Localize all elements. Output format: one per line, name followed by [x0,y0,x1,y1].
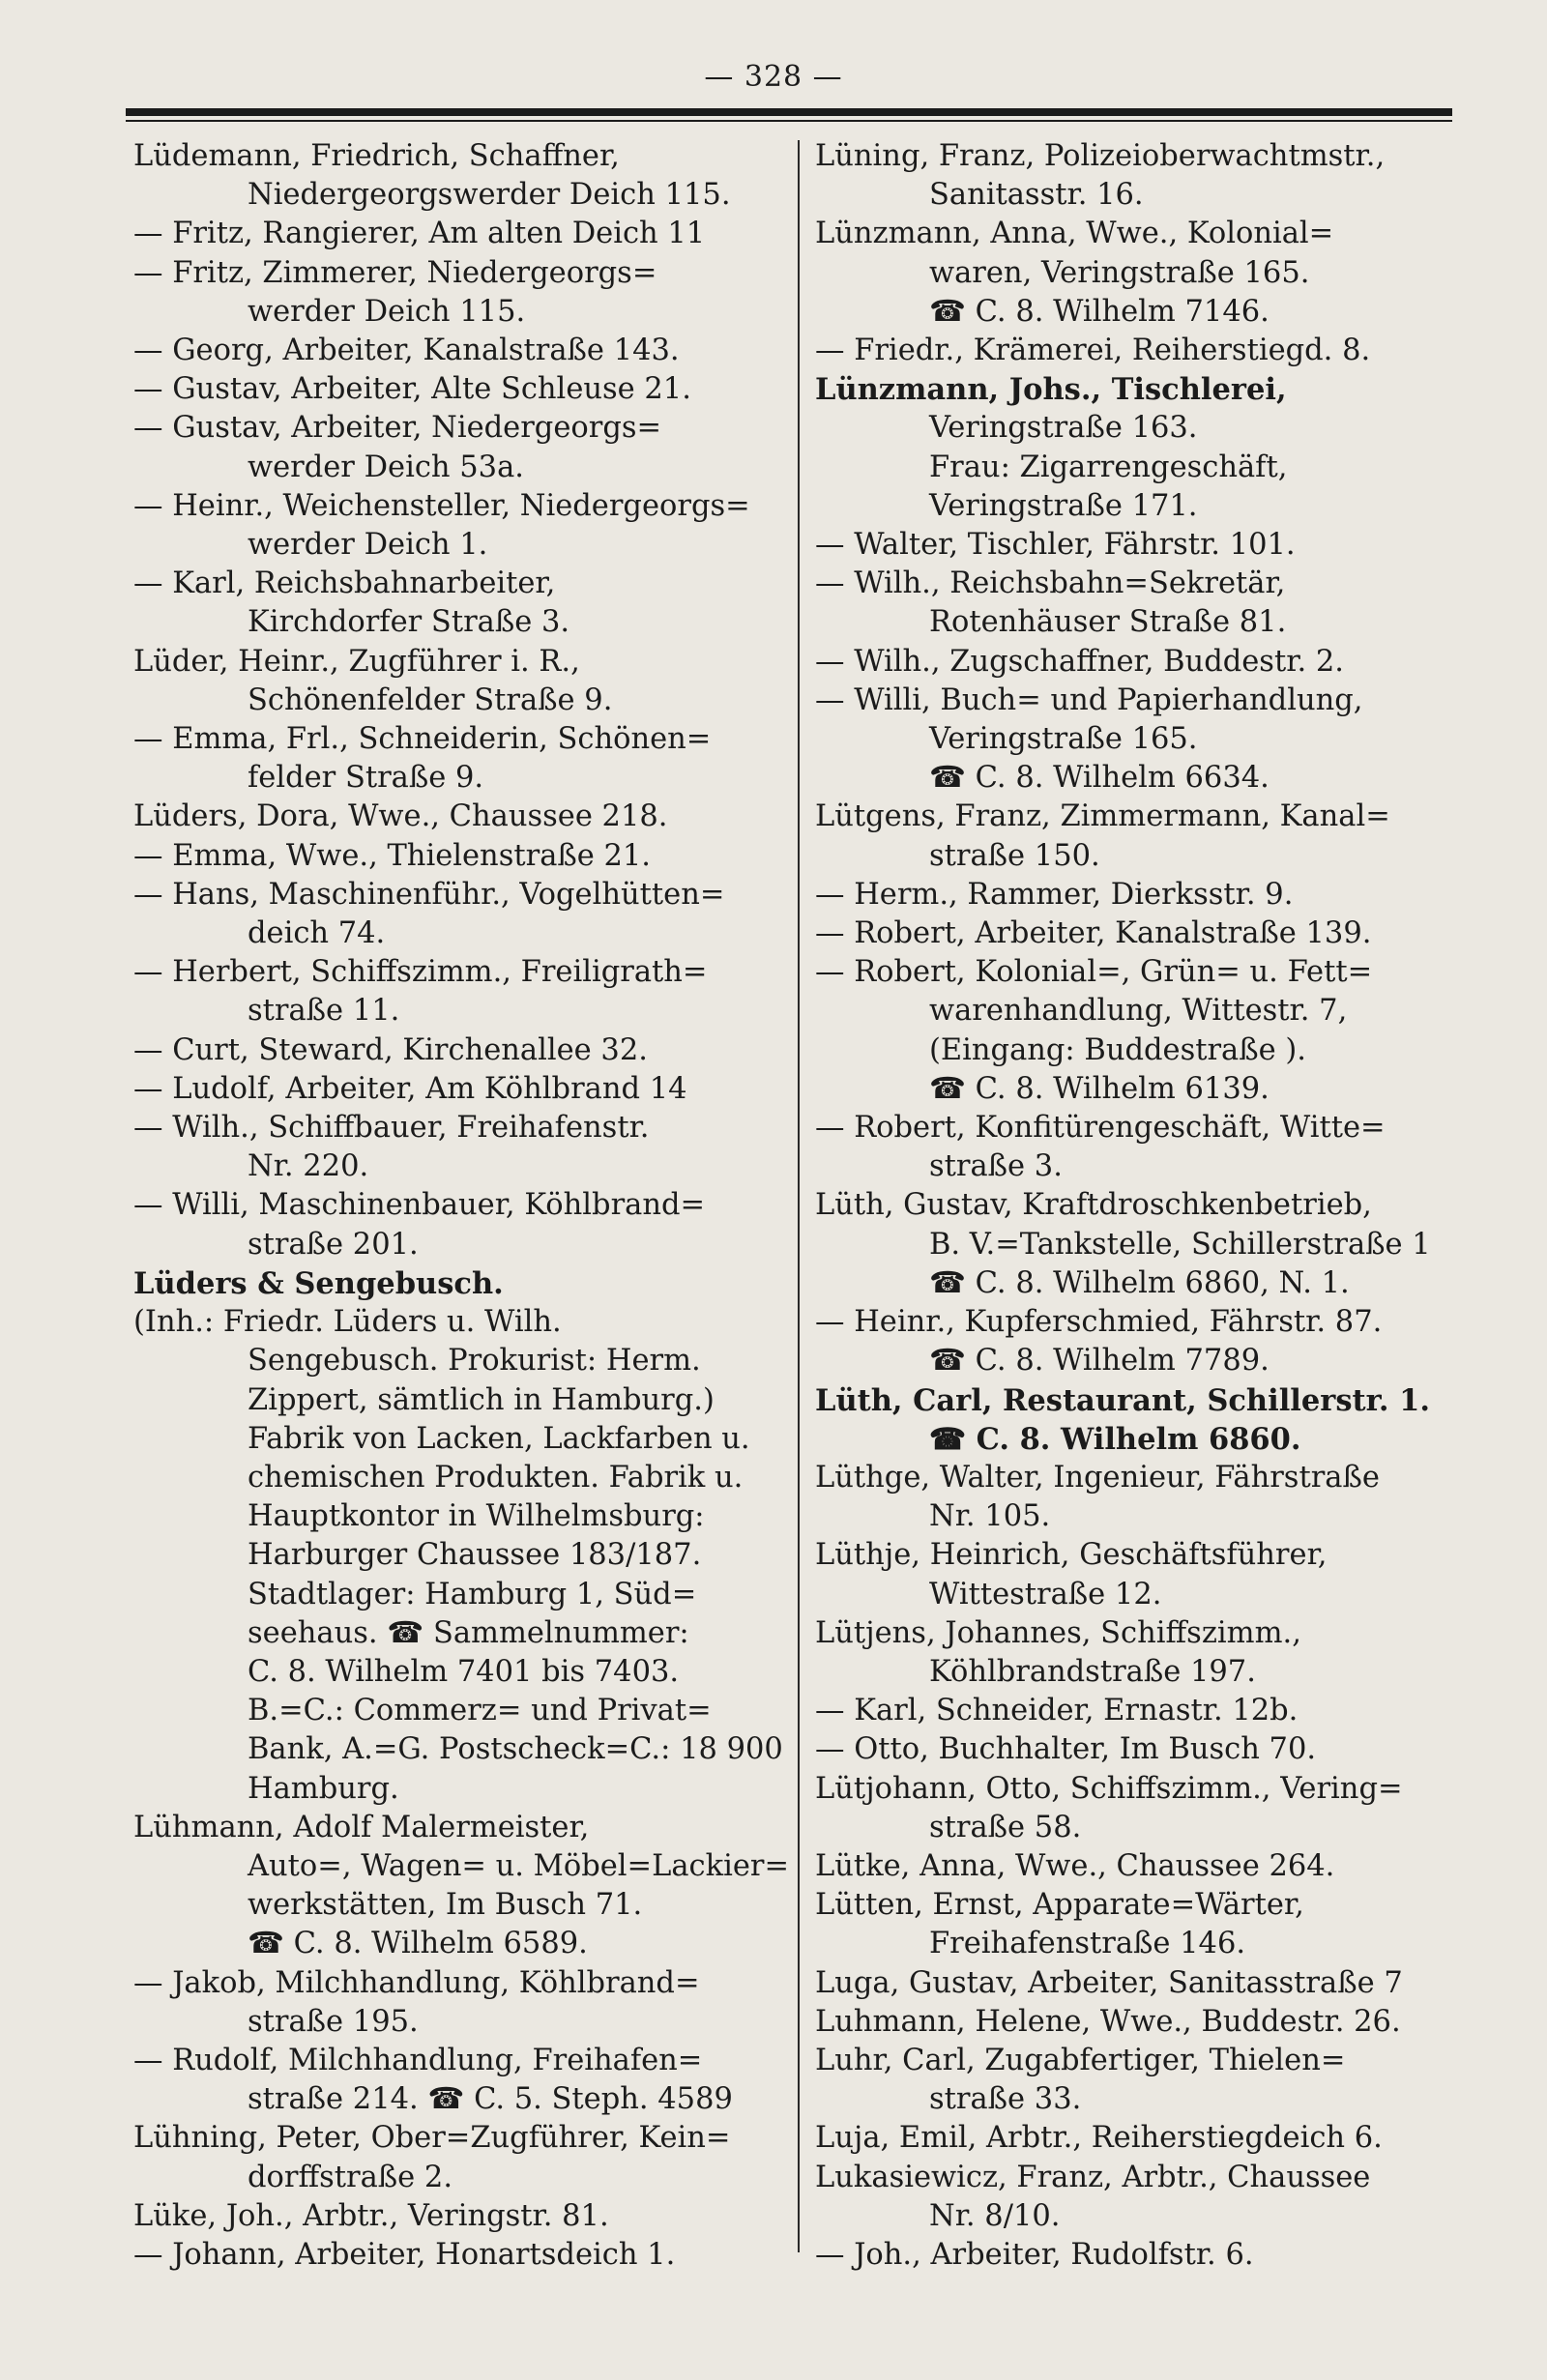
entry-line: — Gustav, Arbeiter, Niedergeorgs= [133,411,662,446]
entry-line: Luhmann, Helene, Wwe., Buddestr. 26. [815,2004,1401,2039]
directory-entry [815,798,1468,875]
entry-continuation-line: ☎ C. 8. Wilhelm 6139. [929,1071,1270,1106]
entry-continuation-line: werder Deich 1. [248,528,488,563]
entry-continuation-line: ☎ C. 8. Wilhelm 6634. [929,761,1270,796]
entry-continuation-line: ☎ C. 8. Wilhelm 6860. [929,1421,1301,1457]
entry-line: — Heinr., Kupferschmied, Fährstr. 87. [815,1305,1383,1340]
entry-line: Lüders & Sengebusch. [133,1265,504,1301]
entry-continuation-line: ☎ C. 8. Wilhelm 6860, N. 1. [929,1265,1350,1300]
header-rule-thin [126,120,1452,122]
entry-line: Lüders, Dora, Wwe., Chaussee 218. [133,799,668,834]
entry-continuation-line: straße 150. [929,838,1100,873]
entry-continuation-line: straße 195. [248,2004,419,2039]
entry-line: — Willi, Buch= und Papierhandlung, [815,682,1363,717]
entry-line: — Emma, Frl., Schneiderin, Schönen= [133,722,712,757]
directory-entry [815,137,1468,215]
entry-line: — Gustav, Arbeiter, Alte Schleuse 21. [133,372,691,407]
right-column [815,137,1468,2275]
entry-line: Lünzmann, Johs., Tischlerei, [815,372,1287,408]
entry-continuation-line: Köhlbrandstraße 197. [929,1654,1256,1689]
entry-continuation-line: Zippert, sämtlich in Hamburg.) [248,1382,715,1417]
entry-continuation-line: waren, Veringstraße 165. [929,255,1310,290]
entry-line: Lüder, Heinr., Zugführer i. R., [133,644,580,679]
entry-line: Lühmann, Adolf Malermeister, [133,1810,590,1844]
entry-line: Lüth, Gustav, Kraftdroschkenbetrieb, [815,1188,1372,1223]
entry-line: — Emma, Wwe., Thielenstraße 21. [133,838,652,873]
page-number: — 328 — [704,60,843,94]
directory-entry [815,370,1468,526]
directory-entry [133,565,791,642]
directory-entry [133,2119,791,2196]
directory-entry [815,332,1468,370]
directory-entry [133,254,791,332]
entry-line: Luga, Gustav, Arbeiter, Sanitasstraße 7 [815,1965,1403,2000]
directory-entry [815,953,1468,1109]
entry-continuation-line: ☎ C. 8. Wilhelm 7146. [929,294,1270,329]
entry-continuation-line: Fabrik von Lacken, Lackfarben u. [248,1421,750,1456]
entry-line: Lütjens, Johannes, Schiffszimm., [815,1615,1301,1650]
entry-continuation-line: B.=C.: Commerz= und Privat= [248,1694,712,1728]
directory-entry [815,876,1468,914]
entry-continuation-line: straße 33. [929,2082,1082,2117]
entry-continuation-line: Niedergeorgswerder Deich 115. [248,178,731,213]
entry-line: Lüthge, Walter, Ingenieur, Fährstraße [815,1460,1380,1495]
entry-line: Lütjohann, Otto, Schiffszimm., Vering= [815,1771,1403,1806]
directory-entry [815,914,1468,953]
entry-continuation-line: straße 11. [248,994,400,1029]
entry-continuation-line: ☎ C. 8. Wilhelm 7789. [929,1344,1270,1379]
entry-line: — Fritz, Zimmerer, Niedergeorgs= [133,255,657,290]
entry-continuation-line: Rotenhäuser Straße 81. [929,605,1287,640]
directory-entry [815,1536,1468,1613]
entry-line: Lüke, Joh., Arbtr., Veringstr. 81. [133,2198,609,2233]
entry-line: Lühning, Peter, Ober=Zugführer, Kein= [133,2121,731,2156]
entry-continuation-line: felder Straße 9. [248,761,484,796]
entry-continuation-line: chemischen Produkten. Fabrik u. [248,1460,744,1495]
entry-line: — Wilh., Reichsbahn=Sekretär, [815,566,1286,601]
directory-entry [133,332,791,370]
entry-line: — Wilh., Zugschaffner, Buddestr. 2. [815,644,1344,679]
entry-line: — Karl, Schneider, Ernastr. 12b. [815,1694,1299,1728]
directory-entry [133,215,791,253]
entry-line: — Herbert, Schiffszimm., Freiligrath= [133,955,708,990]
directory-entry [815,1109,1468,1186]
directory-entry [815,1770,1468,1847]
entry-continuation-line: Kirchdorfer Straße 3. [248,605,570,640]
entry-line: — Walter, Tischler, Fährstr. 101. [815,528,1296,563]
entry-continuation-line: Wittestraße 12. [929,1577,1162,1611]
entry-continuation-line: Auto=, Wagen= u. Möbel=Lackier= [248,1848,790,1883]
entry-continuation-line: Nr. 220. [248,1149,369,1184]
entry-line: Lütgens, Franz, Zimmermann, Kanal= [815,799,1390,834]
entry-continuation-line: straße 201. [248,1227,419,1262]
entry-continuation-line: Veringstraße 171. [929,488,1198,523]
entry-line: Lüdemann, Friedrich, Schaffner, [133,139,620,173]
directory-entry [815,643,1468,682]
entry-line: — Robert, Konfitürengeschäft, Witte= [815,1111,1386,1146]
entry-line: Lünzmann, Anna, Wwe., Kolonial= [815,217,1334,251]
directory-entry [133,837,791,876]
entry-continuation-line: werkstätten, Im Busch 71. [248,1888,643,1923]
entry-line: Lütten, Ernst, Apparate=Wärter, [815,1888,1304,1923]
directory-entry [133,798,791,836]
directory-entry [133,1070,791,1109]
entry-continuation-line: straße 214. ☎ C. 5. Steph. 4589 [248,2082,733,2117]
entry-line: — Otto, Buchhalter, Im Busch 70. [815,1732,1317,1767]
directory-entry [133,370,791,409]
directory-entry [133,953,791,1030]
directory-entry [133,2197,791,2236]
entry-continuation-line: ☎ C. 8. Wilhelm 6589. [248,1927,588,1961]
entry-continuation-line: Veringstraße 163. [929,411,1198,446]
entry-line: — Georg, Arbeiter, Kanalstraße 143. [133,334,680,368]
directory-entry [133,1109,791,1186]
entry-continuation-line: straße 3. [929,1149,1063,1184]
directory-entry [815,565,1468,642]
directory-entry [815,1964,1468,2003]
entry-continuation-line: deich 74. [248,916,386,951]
entry-continuation-line: Nr. 105. [929,1499,1051,1534]
entry-line: Lüth, Carl, Restaurant, Schillerstr. 1. [815,1382,1430,1418]
directory-entry [815,2159,1468,2236]
entry-line: — Friedr., Krämerei, Reiherstiegd. 8. [815,334,1371,368]
directory-entry [133,1031,791,1070]
entry-continuation-line: Freihafenstraße 146. [929,1927,1246,1961]
column-divider [798,140,800,2252]
entry-line: — Robert, Arbeiter, Kanalstraße 139. [815,916,1372,951]
entry-line: — Heinr., Weichensteller, Niedergeorgs= [133,488,750,523]
entry-continuation-line: Veringstraße 165. [929,722,1198,757]
entry-continuation-line: werder Deich 53a. [248,450,524,484]
directory-entry [815,1303,1468,1380]
entry-line: — Rudolf, Milchhandlung, Freihafen= [133,2043,703,2077]
entry-line: — Karl, Reichsbahnarbeiter, [133,566,556,601]
entry-line: Lüning, Franz, Polizeioberwachtmstr., [815,139,1386,173]
entry-continuation-line: Sanitasstr. 16. [929,178,1144,213]
entry-line: Luhr, Carl, Zugabfertiger, Thielen= [815,2043,1346,2077]
directory-entry [815,1459,1468,1536]
entry-continuation-line: seehaus. ☎ Sammelnummer: [248,1615,689,1650]
entry-line: Lütke, Anna, Wwe., Chaussee 264. [815,1848,1335,1883]
entry-line: — Jakob, Milchhandlung, Köhlbrand= [133,1965,700,2000]
entry-line: — Hans, Maschinenführ., Vogelhütten= [133,877,725,912]
entry-line: — Wilh., Schiffbauer, Freihafenstr. [133,1111,650,1146]
entry-continuation-line: dorffstraße 2. [248,2160,453,2194]
directory-entry [133,1809,791,1964]
entry-continuation-line: (Eingang: Buddestraße ). [929,1032,1306,1067]
entry-continuation-line: Harburger Chaussee 183/187. [248,1538,702,1573]
directory-entry [133,643,791,720]
entry-line: — Fritz, Rangierer, Am alten Deich 11 [133,217,706,251]
entry-line: — Ludolf, Arbeiter, Am Köhlbrand 14 [133,1071,687,1106]
directory-entry [133,2042,791,2119]
directory-entry [133,1964,791,2042]
directory-entry [133,487,791,565]
directory-entry [815,1381,1468,1459]
directory-entry [133,1186,791,1263]
entry-continuation-line: Hamburg. [248,1771,399,1806]
directory-entry [815,215,1468,332]
directory-entry [815,2003,1468,2042]
entry-continuation-line: B. V.=Tankstelle, Schillerstraße 1 [929,1227,1431,1262]
directory-entry [815,2042,1468,2119]
entry-line: — Johann, Arbeiter, Honartsdeich 1. [133,2237,676,2272]
directory-entry [815,1886,1468,1963]
entry-continuation-line: C. 8. Wilhelm 7401 bis 7403. [248,1654,680,1689]
entry-continuation-line: Stadtlager: Hamburg 1, Süd= [248,1577,697,1611]
entry-continuation-line: Bank, A.=G. Postscheck=C.: 18 900 [248,1732,783,1767]
entry-line: — Curt, Steward, Kirchenallee 32. [133,1032,648,1067]
directory-entry [815,1186,1468,1303]
entry-continuation-line: werder Deich 115. [248,294,526,329]
entry-line: Lukasiewicz, Franz, Arbtr., Chaussee [815,2160,1371,2194]
directory-entry [815,2119,1468,2158]
entry-line: — Robert, Kolonial=, Grün= u. Fett= [815,955,1373,990]
entry-line: — Joh., Arbeiter, Rudolfstr. 6. [815,2237,1254,2272]
entry-line: Lüthje, Heinrich, Geschäftsführer, [815,1538,1328,1573]
directory-entry [133,876,791,953]
directory-entry [815,682,1468,798]
entry-continuation-line: straße 58. [929,1810,1082,1844]
directory-entry [815,1692,1468,1730]
directory-entry [815,1730,1468,1769]
directory-entry [815,1614,1468,1692]
directory-entry [133,1303,791,1809]
entry-line: (Inh.: Friedr. Lüders u. Wilh. [133,1305,562,1340]
entry-continuation-line: Frau: Zigarrengeschäft, [929,450,1288,484]
directory-entry [815,526,1468,565]
entry-line: — Willi, Maschinenbauer, Köhlbrand= [133,1188,706,1223]
header-rule-thick [126,108,1452,116]
entry-line: Luja, Emil, Arbtr., Reiherstiegdeich 6. [815,2121,1383,2156]
entry-continuation-line: Hauptkontor in Wilhelmsburg: [248,1499,705,1534]
left-column [133,137,791,2275]
directory-entry [815,1847,1468,1886]
entry-line: — Herm., Rammer, Dierksstr. 9. [815,877,1294,912]
directory-entry [133,1264,791,1303]
entry-continuation-line: Nr. 8/10. [929,2198,1061,2233]
directory-entry [133,720,791,798]
entry-continuation-line: Sengebusch. Prokurist: Herm. [248,1344,701,1379]
entry-continuation-line: Schönenfelder Straße 9. [248,682,613,717]
directory-entry [133,137,791,215]
directory-entry [133,2236,791,2275]
directory-entry [133,409,791,486]
entry-continuation-line: warenhandlung, Wittestr. 7, [929,994,1348,1029]
directory-entry [815,2236,1468,2275]
